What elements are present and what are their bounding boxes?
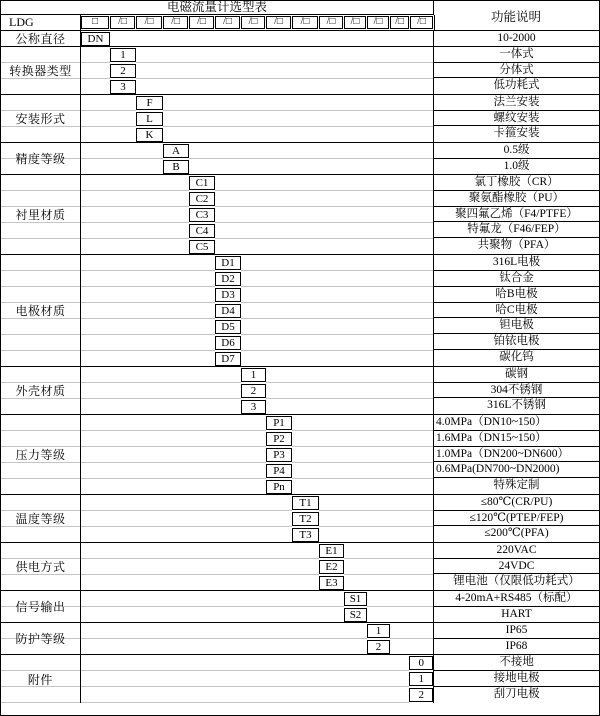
description-column	[433, 47, 599, 94]
option-code-cell: D2	[215, 272, 241, 286]
blank-cell	[81, 623, 367, 654]
group-label: 精度等级	[1, 143, 81, 174]
option-description: 法兰安装	[434, 95, 599, 111]
option-code-cell: C2	[189, 192, 215, 206]
spec-group	[1, 95, 599, 143]
codes-column	[215, 255, 241, 366]
option-code-cell: 2	[409, 688, 433, 702]
option-description: 24VDC	[434, 559, 599, 575]
option-description: 316L电极	[434, 255, 599, 271]
option-description: IP65	[434, 623, 599, 639]
blank-cell	[81, 95, 136, 142]
description-column	[433, 655, 599, 703]
codes-column	[189, 175, 215, 254]
option-description: 分体式	[434, 63, 599, 79]
model-slot-box: /□	[390, 16, 409, 29]
option-code-cell: C5	[189, 240, 215, 254]
option-code-cell: 2	[367, 640, 390, 654]
blank-cell	[81, 47, 110, 94]
option-code-cell: 1	[409, 672, 433, 686]
spec-group	[1, 47, 599, 95]
option-code-cell: 3	[110, 80, 136, 94]
description-column	[433, 95, 599, 142]
option-code-cell: Pn	[266, 480, 292, 494]
model-slot-box: /□	[266, 16, 291, 29]
option-code-cell: B	[163, 160, 189, 174]
blank-cell	[81, 655, 409, 703]
option-description: 刮刀电极	[493, 688, 540, 700]
option-code-cell: S1	[344, 592, 367, 606]
option-description: 10-2000	[497, 32, 536, 44]
option-code-cell: 1	[241, 368, 266, 382]
description-column	[433, 175, 599, 254]
option-description: 接地电极	[434, 671, 599, 687]
blank-cell	[81, 543, 319, 590]
spec-group	[1, 591, 599, 623]
blank-cell	[241, 255, 433, 366]
option-description: 钽电极	[434, 318, 599, 334]
blank-cell	[292, 415, 433, 494]
group-label: 公称直径	[1, 31, 81, 46]
option-description: 特氟龙（F46/FEP）	[434, 222, 599, 238]
option-code-cell: T2	[292, 512, 319, 526]
option-description: 聚氨酯橡胶（PU）	[434, 191, 599, 207]
option-description: IP68	[505, 639, 528, 652]
option-description: 哈C电极	[434, 303, 599, 319]
group-label: 压力等级	[1, 415, 81, 494]
option-description: 304不锈钢	[434, 383, 599, 399]
option-code-cell: D3	[215, 288, 241, 302]
option-code-cell: D4	[215, 304, 241, 318]
codes-column	[136, 95, 163, 142]
option-code-cell: T3	[292, 528, 319, 542]
option-description: 碳钢	[434, 367, 599, 383]
option-code-cell: D1	[215, 256, 241, 270]
option-description: 铂铱电极	[434, 334, 599, 350]
option-description: ≤120℃(PTEP/FEP)	[434, 511, 599, 527]
option-description: 钛合金	[434, 271, 599, 287]
blank-cell	[163, 95, 433, 142]
model-slot-box: /□	[319, 16, 343, 29]
option-code-cell: E3	[319, 576, 344, 590]
model-code-slots	[81, 15, 434, 30]
blank-cell	[189, 143, 433, 174]
spec-group	[1, 367, 599, 415]
spec-group	[1, 255, 599, 367]
option-description: 碳化钨	[499, 351, 534, 364]
option-description: 0.5级	[434, 143, 599, 159]
option-code-cell: A	[163, 144, 189, 158]
blank-cell	[319, 495, 433, 542]
blank-cell	[81, 143, 163, 174]
blank-cell	[215, 175, 433, 254]
option-description: 低功耗式	[493, 79, 540, 92]
blank-cell	[81, 495, 292, 542]
blank-cell	[344, 543, 433, 590]
blank-cell	[81, 175, 189, 254]
spec-group	[1, 495, 599, 543]
option-code-cell: 1	[110, 48, 136, 62]
spec-group	[1, 31, 599, 47]
group-label: 安装形式	[1, 95, 81, 142]
option-code-cell: 3	[241, 400, 266, 414]
blank-cell	[81, 255, 215, 366]
codes-column	[409, 655, 433, 703]
option-code-cell: D7	[215, 352, 241, 366]
option-description: 卡箍安装	[493, 127, 540, 140]
option-description: 哈B电极	[434, 287, 599, 303]
model-prefix: LDG	[1, 15, 81, 30]
option-description: 0.6MPa(DN700~DN2000)	[434, 462, 599, 478]
spec-group	[1, 143, 599, 175]
blank-cell	[136, 47, 433, 94]
option-code-cell: C1	[189, 176, 215, 190]
option-code-cell: C4	[189, 224, 215, 238]
option-code-cell: S2	[344, 608, 367, 622]
model-slot-box: /□	[189, 16, 214, 29]
description-column	[433, 591, 599, 622]
option-description: 1.6MPa（DN15~150）	[434, 431, 599, 447]
group-label: 附件	[1, 655, 81, 703]
description-column	[433, 367, 599, 414]
model-slot-box: /□	[215, 16, 240, 29]
codes-column	[292, 495, 319, 542]
option-code-cell: P1	[266, 416, 292, 430]
option-description: 氯丁橡胶（CR）	[434, 175, 599, 191]
option-code-cell: L	[136, 112, 163, 126]
spec-group	[1, 415, 599, 495]
option-description: 螺纹安装	[434, 111, 599, 127]
option-description: 共聚物（PFA）	[477, 239, 556, 252]
group-label: 温度等级	[1, 495, 81, 542]
function-column-header: 功能说明	[490, 10, 541, 24]
option-code-cell: D6	[215, 336, 241, 350]
option-description: ≤80℃(CR/PU)	[434, 495, 599, 511]
option-code-cell: E1	[319, 544, 344, 558]
option-code-cell: K	[136, 128, 163, 142]
group-label: 转换器类型	[1, 47, 81, 94]
model-slot-box: /□	[367, 16, 389, 29]
blank-cell	[266, 367, 433, 414]
table-title: 电磁流量计选型表	[1, 1, 434, 15]
group-label: 防护等级	[1, 623, 81, 654]
option-description: HART	[501, 607, 532, 620]
codes-column	[319, 543, 344, 590]
group-label: 信号输出	[1, 591, 81, 622]
group-label: 供电方式	[1, 543, 81, 590]
model-slot-box: /□	[163, 16, 188, 29]
blank-cell	[81, 591, 344, 622]
option-code-cell: T1	[292, 496, 319, 510]
option-code-cell: 2	[110, 64, 136, 78]
codes-column	[163, 143, 189, 174]
model-slot-box: /□	[136, 16, 162, 29]
option-code-cell: 1	[367, 624, 390, 638]
option-description: 4-20mA+RS485（标配）	[434, 591, 599, 607]
group-label: 外壳材质	[1, 367, 81, 414]
group-label: 衬里材质	[1, 175, 81, 254]
model-root-box: □	[81, 16, 109, 29]
option-code-cell: 2	[241, 384, 266, 398]
codes-column	[81, 31, 110, 46]
option-code-cell: F	[136, 96, 163, 110]
description-column	[433, 495, 599, 542]
option-description: 4.0MPa（DN10~150）	[434, 415, 599, 431]
option-description: 聚四氟乙烯（F4/PTFE）	[434, 207, 599, 223]
description-column	[433, 31, 599, 46]
option-description: 不接地	[434, 655, 599, 671]
option-code-cell: P3	[266, 448, 292, 462]
option-code-cell: DN	[81, 32, 110, 46]
blank-cell	[390, 623, 433, 654]
codes-column	[241, 367, 266, 414]
option-code-cell: D5	[215, 320, 241, 334]
description-column	[433, 415, 599, 494]
model-slot-box: /□	[344, 16, 366, 29]
description-column	[433, 255, 599, 366]
option-description: 220VAC	[434, 543, 599, 559]
description-column	[433, 623, 599, 654]
option-code-cell: P2	[266, 432, 292, 446]
spec-group	[1, 655, 599, 703]
option-description: 1.0级	[503, 159, 530, 172]
model-slot-box: /□	[292, 16, 318, 29]
codes-column	[367, 623, 390, 654]
codes-column	[344, 591, 367, 622]
spec-groups	[1, 31, 599, 703]
blank-cell	[81, 367, 241, 414]
option-description: ≤200℃(PFA)	[484, 527, 549, 540]
model-slot-box: /□	[110, 16, 135, 29]
group-label: 电极材质	[1, 255, 81, 366]
codes-column	[110, 47, 136, 94]
blank-cell	[110, 31, 433, 46]
blank-cell	[81, 415, 266, 494]
spec-group	[1, 543, 599, 591]
option-description: 1.0MPa（DN200~DN600）	[434, 447, 599, 463]
option-code-cell: C3	[189, 208, 215, 222]
blank-cell	[367, 591, 433, 622]
model-slot-box: /□	[410, 16, 433, 29]
description-column	[433, 143, 599, 174]
option-code-cell: E2	[319, 560, 344, 574]
codes-column	[266, 415, 292, 494]
spec-group	[1, 623, 599, 655]
option-description: 特殊定制	[493, 479, 540, 492]
model-slot-box: /□	[241, 16, 265, 29]
description-column	[433, 543, 599, 590]
option-description: 316L不锈钢	[487, 399, 546, 412]
option-description: 锂电池（仅限低功耗式）	[453, 575, 580, 588]
option-code-cell: P4	[266, 464, 292, 478]
option-code-cell: 0	[409, 656, 433, 670]
spec-group	[1, 175, 599, 255]
option-description: 一体式	[434, 47, 599, 63]
